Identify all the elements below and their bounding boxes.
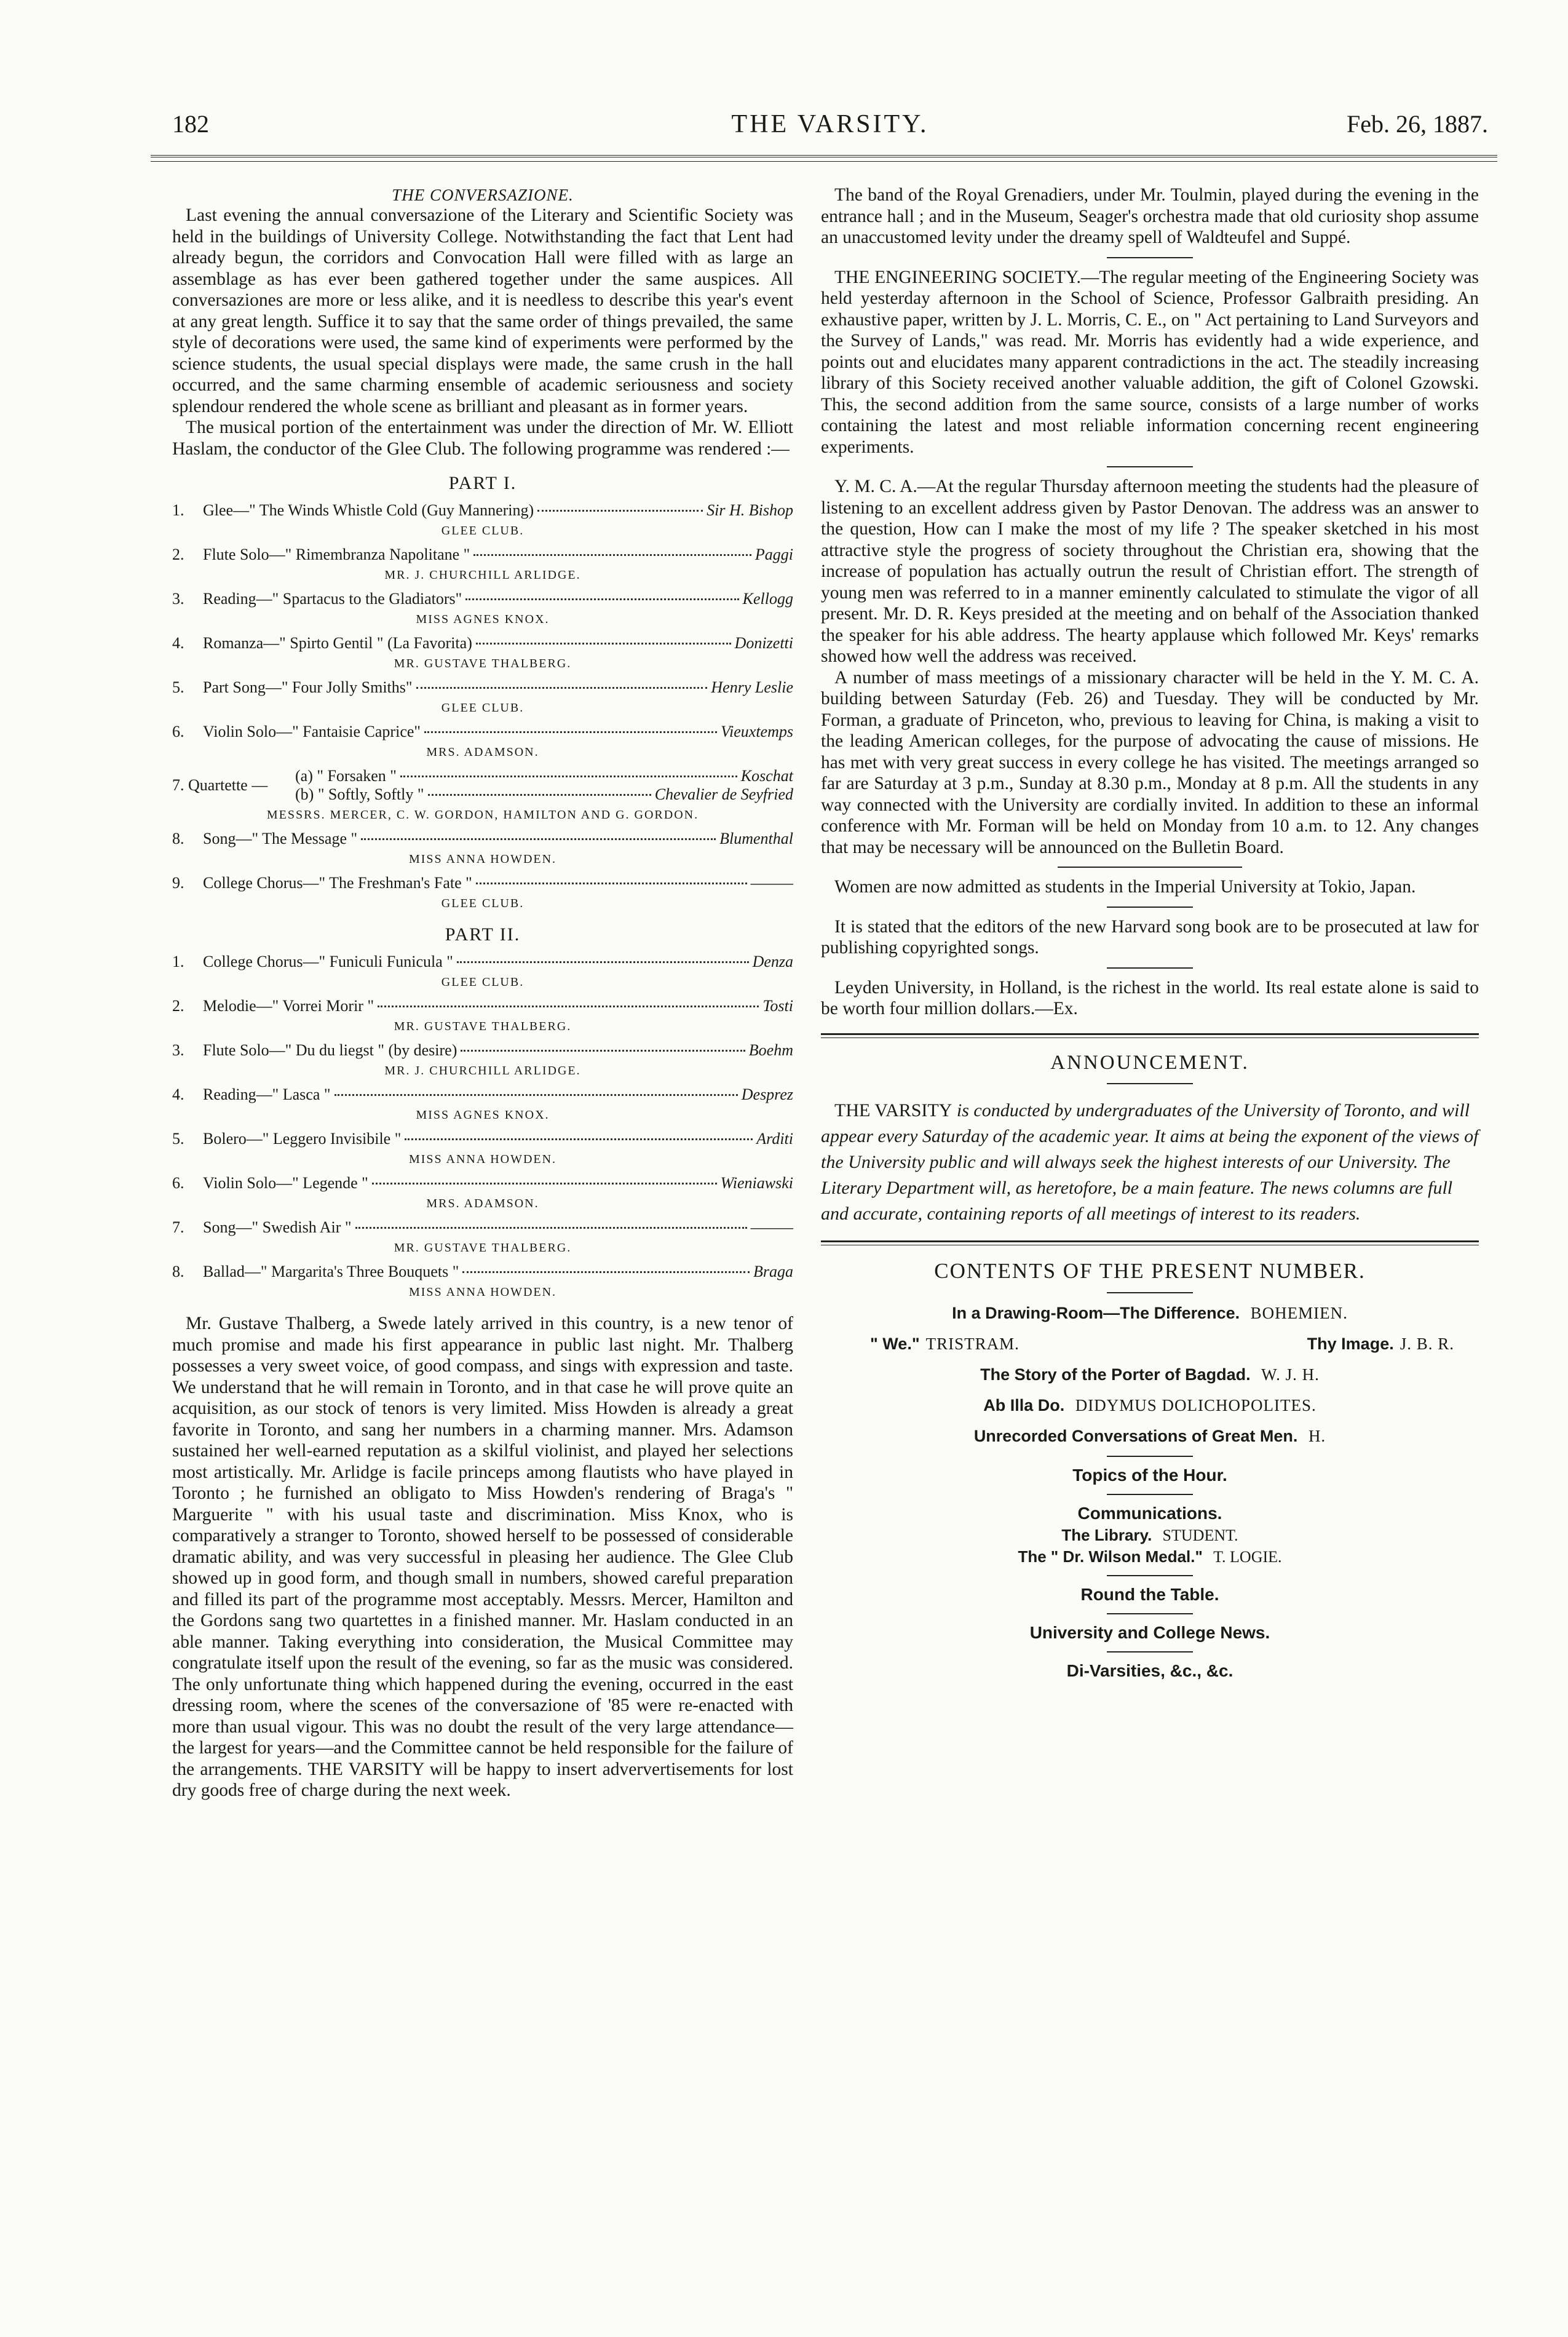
contents-entry: [821, 1425, 1479, 1447]
programme-item-composer: Kellogg: [742, 590, 793, 608]
contents-entry-title: Thy Image.: [1307, 1334, 1394, 1353]
separator-rule: [1107, 967, 1193, 969]
leader-dots: [428, 794, 651, 796]
programme-item: [172, 830, 793, 848]
programme-item: [172, 997, 793, 1015]
quartet-label-text: Quartette —: [188, 776, 268, 794]
programme-item-composer: Denza: [752, 953, 793, 970]
separator-rule: [1058, 867, 1242, 868]
contents-entry: [821, 1526, 1479, 1545]
programme-item-number: 7.: [172, 1218, 184, 1236]
leader-dots: [355, 1227, 747, 1229]
quartet-label: [172, 767, 295, 804]
contents-round-table: Round the Table.: [1080, 1584, 1219, 1604]
programme-item-performer: MRS. ADAMSON.: [426, 745, 539, 759]
quartet-b-title: (b) " Softly, Softly ": [295, 785, 424, 803]
programme-item-performer: MISS AGNES KNOX.: [416, 613, 550, 626]
part-1b-list: [172, 830, 793, 911]
quartet-line-b: [295, 785, 793, 804]
announcement-text: [821, 1098, 1479, 1227]
programme-item-number: 2.: [172, 997, 184, 1015]
programme-item: [172, 546, 793, 564]
leader-dots: [400, 776, 737, 777]
programme-item-title: Melodie—" Vorrei Morir ": [203, 997, 374, 1015]
leader-dots: [462, 1271, 750, 1273]
separator-rule: [1107, 1575, 1193, 1576]
contents-entry: [821, 1547, 1479, 1566]
ymca-paragraph-1: Y. M. C. A.—At the regular Thursday afternoon meeting the students had the pleasure of listening to an excellent address given by Pastor Denovan. The address was an answer to the question, How can I make the most of my life ? The speaker sketched in his most attractive style the progress of society throughout the Christian era, showing that the increase of population has actually outrun the result of Christian effort. The strength of young men was referred to in a manner eminently calculated to stimulate the vigor of all present. Mr. D. R. Keys presided at the meeting and on behalf of the Association thanked the speaker for his able address. The hearty applause which followed Mr. Keys' remarks showed how well the address was received.: [821, 477, 1479, 666]
left-column: [172, 184, 793, 1801]
programme-item-composer: Vieuxtemps: [721, 723, 793, 740]
leader-dots: [416, 687, 708, 689]
programme-item-performer: MISS AGNES KNOX.: [416, 1108, 550, 1122]
leader-dots: [424, 731, 717, 733]
announcement-title: ANNOUNCEMENT.: [1050, 1051, 1249, 1074]
programme-item: [172, 1174, 793, 1192]
contents-entry-title: Unrecorded Conversations of Great Men.: [973, 1426, 1298, 1445]
quartet-a-title: (a) " Forsaken ": [295, 767, 397, 785]
leader-dots: [476, 643, 731, 645]
programme-item: [172, 953, 793, 971]
quartet-line-a: [295, 767, 793, 785]
contents-news: University and College News.: [1029, 1622, 1270, 1642]
programme-item-number: 6.: [172, 723, 184, 740]
contents-entry-author: STUDENT.: [1162, 1526, 1238, 1544]
programme-item-number: 8.: [172, 830, 184, 847]
separator-rule: [1107, 466, 1193, 467]
programme-item-number: 5.: [172, 1130, 184, 1148]
programme-item-number: 3.: [172, 590, 184, 608]
conversazione-para-2: The musical portion of the entertainment was under the direction of Mr. W. Elliott Haslam, the conductor of the Glee Club. The following programme was rendered :—: [172, 418, 793, 459]
programme-item-title: Bolero—" Leggero Invisibile ": [203, 1130, 402, 1148]
programme-item-performer: GLEE CLUB.: [441, 897, 525, 910]
contents-entry-author: H.: [1308, 1426, 1326, 1445]
header-rule: [151, 155, 1497, 162]
programme-item-title: Part Song—" Four Jolly Smiths": [203, 678, 413, 696]
programme-item-title: Glee—" The Winds Whistle Cold (Guy Mannering): [203, 501, 534, 519]
ymca-paragraph-2: A number of mass meetings of a missionary character will be held in the Y. M. C. A. building between Saturday (Feb. 26) and Tuesday. They will be conducted by Mr. Forman, a graduate of Princeton, who, previous to leaving for China, is making a visit to the leading American colleges, for the purpose of advocating the cause of missions. He has met with very great success in every college he has visited. The meetings arranged so far are Saturday at 3 p.m., Sunday at 8.30 p.m., Monday at 8 p.m. All the students in any way connected with the University are cordially invited. In addition to these an informal conference with Mr. Forman will be held on Monday from 10 a.m. to 12. Any changes that may be necessary will be announced on the Bulletin Board.: [821, 667, 1479, 857]
programme-item-title: Flute Solo—" Rimembranza Napolitane ": [203, 546, 470, 563]
contents-entry-title: " We.": [870, 1334, 920, 1353]
contents-divarsities: Di-Varsities, &c., &c.: [1066, 1660, 1233, 1680]
contents-entry: [821, 1394, 1479, 1416]
programme-item-title: Violin Solo—" Fantaisie Caprice": [203, 723, 421, 740]
programme-item-number: 4.: [172, 634, 184, 652]
right-column: [821, 184, 1479, 1681]
programme-item-title: Ballad—" Margarita's Three Bouquets ": [203, 1263, 459, 1280]
programme-item-title: Flute Solo—" Du du liegst " (by desire): [203, 1041, 457, 1059]
contents-entry-title: In a Drawing-Room—The Difference.: [952, 1303, 1240, 1322]
programme-item-number: 9.: [172, 874, 184, 892]
leyden-paragraph: Leyden University, in Holland, is the richest in the world. Its real estate alone is said to be worth four million dollars.—Ex.: [821, 977, 1479, 1018]
programme-item-title: Violin Solo—" Legende ": [203, 1174, 368, 1192]
programme-item-composer: Blumenthal: [719, 830, 793, 847]
quartet-num: 7.: [172, 776, 184, 794]
contents-topics: Topics of the Hour.: [1072, 1465, 1227, 1485]
separator-rule: [1107, 907, 1193, 908]
leader-dots: [378, 1006, 759, 1007]
separator-rule: [1107, 1494, 1193, 1495]
leader-dots: [537, 510, 703, 512]
programme-item-composer: Paggi: [754, 546, 793, 563]
contents-entry-author: J. B. R.: [1400, 1334, 1454, 1353]
programme-item-performer: GLEE CLUB.: [441, 524, 525, 538]
leader-dots: [335, 1094, 738, 1096]
leader-dots: [476, 883, 747, 884]
announcement-lead: THE VARSITY: [834, 1100, 952, 1121]
programme-item: [172, 501, 793, 520]
programme-item-performer: MR. J. CHURCHILL ARLIDGE.: [384, 568, 581, 582]
programme-item-composer: Tosti: [762, 997, 793, 1015]
quartet-a-composer: Koschat: [740, 767, 793, 785]
programme-item-composer: Sir H. Bishop: [707, 501, 793, 519]
programme-item-performer: MR. J. CHURCHILL ARLIDGE.: [384, 1064, 581, 1077]
programme-item: [172, 723, 793, 741]
leader-dots: [473, 554, 751, 556]
contents-entry-title: The " Dr. Wilson Medal.": [1018, 1547, 1203, 1566]
programme-item-composer: ———: [750, 1218, 793, 1236]
separator-rule: [1107, 1613, 1193, 1614]
programme-item-composer: Donizetti: [734, 634, 793, 652]
contents-entry-title: The Library.: [1061, 1525, 1152, 1544]
programme-item-number: 3.: [172, 1041, 184, 1059]
contents-communications: Communications.: [1077, 1503, 1222, 1523]
engineering-lead: THE ENGINEERING SOCIETY.: [834, 267, 1081, 287]
separator-rule: [1107, 1083, 1193, 1084]
programme-item-title: College Chorus—" The Freshman's Fate ": [203, 874, 472, 892]
section-double-rule: [821, 1240, 1479, 1245]
programme-item-composer: Desprez: [741, 1085, 793, 1103]
harvard-paragraph: It is stated that the editors of the new Harvard song book are to be prosecuted at law for publishing copyrighted songs.: [821, 916, 1479, 958]
programme-item-title: College Chorus—" Funiculi Funicula ": [203, 953, 453, 970]
programme-item: [172, 634, 793, 653]
separator-rule: [1107, 1651, 1193, 1653]
contents-entry-author: TRISTRAM.: [925, 1334, 1020, 1353]
programme-item: [172, 590, 793, 608]
page-header: [172, 109, 1488, 146]
section-double-rule: [821, 1033, 1479, 1038]
part-2-list: [172, 953, 793, 1299]
programme-item-composer: Boehm: [748, 1041, 793, 1059]
contents-entry-author: DIDYMUS DOLICHOPOLITES.: [1075, 1395, 1317, 1414]
engineering-paragraph: [821, 267, 1479, 458]
programme-item-title: Romanza—" Spirto Gentil " (La Favorita): [203, 634, 472, 652]
programme-item: [172, 678, 793, 697]
programme-item-number: 8.: [172, 1263, 184, 1280]
contents-entry-author: W. J. H.: [1261, 1365, 1320, 1384]
programme-item: [172, 1263, 793, 1281]
programme-item: [172, 874, 793, 892]
quartet-item: [172, 767, 793, 804]
programme-item-title: Reading—" Spartacus to the Gladiators": [203, 590, 462, 608]
engineering-text: —The regular meeting of the Engineering Society was held yesterday afternoon in the School of Science, Professor Galbraith presiding. An exhaustive paper, written by J. L. Morris, C. E., on " Act pertaining to Land Surveyors and the Survey of Lands," was read. Mr. Morris has evidently had a wide experience, and points out and elucidates many apparent contradictions in the act. The steadily increasing library of this Society received another valuable addition, the gift of Colonel Gzowski. This, the second addition from the same source, consists of a large number of works containing the latest and most reliable information concerning recent engineering experiments.: [821, 267, 1479, 457]
programme-item-number: 1.: [172, 953, 184, 970]
contents-entry: [821, 1333, 1479, 1355]
part-1-list: [172, 501, 793, 760]
programme-item-performer: MR. GUSTAVE THALBERG.: [394, 1241, 572, 1255]
contents-entry-title: The Story of the Porter of Bagdad.: [980, 1365, 1251, 1384]
leader-dots: [461, 1050, 745, 1052]
programme-item: [172, 1041, 793, 1060]
separator-rule: [1107, 1456, 1193, 1457]
leader-dots: [405, 1138, 753, 1140]
contents-entry-title: Ab Illa Do.: [983, 1395, 1065, 1414]
women-paragraph: Women are now admitted as students in the Imperial University at Tokio, Japan.: [834, 877, 1416, 897]
journal-title: THE VARSITY.: [731, 110, 929, 138]
programme-item-composer: Braga: [753, 1263, 793, 1280]
programme-item-performer: GLEE CLUB.: [441, 975, 525, 989]
contents-entry-author: BOHEMIEN.: [1250, 1303, 1348, 1322]
issue-date: Feb. 26, 1887.: [1347, 110, 1488, 138]
contents-entry: [821, 1363, 1479, 1386]
leader-dots: [465, 598, 738, 600]
programme-item-number: 6.: [172, 1174, 184, 1192]
quartet-performer: MESSRS. MERCER, C. W. GORDON, HAMILTON AND G. GORDON.: [266, 808, 699, 822]
leader-dots: [361, 838, 716, 840]
programme-item-title: Song—" Swedish Air ": [203, 1218, 352, 1236]
programme-item-composer: Wieniawski: [720, 1174, 793, 1192]
quartet-b-composer: Chevalier de Seyfried: [654, 785, 793, 803]
announcement-body: is conducted by undergraduates of the University of Toronto, and will appear every Saturday of the academic year. It aims at being the exponent of the views of the University public and will always seek the highest interests of our University. The Literary Department will, as heretofore, be a main feature. The news columns are full and accurate, containing reports of all meetings of interest to its readers.: [821, 1100, 1479, 1224]
separator-rule: [1107, 1292, 1193, 1293]
programme-item-number: 4.: [172, 1085, 184, 1103]
programme-item: [172, 1130, 793, 1148]
separator-rule: [1107, 257, 1193, 258]
programme-item-number: 1.: [172, 501, 184, 519]
page-number: 182: [172, 110, 209, 138]
contents-title: CONTENTS OF THE PRESENT NUMBER.: [934, 1258, 1366, 1283]
contents-entry-author: T. LOGIE.: [1213, 1547, 1282, 1566]
programme-item-performer: GLEE CLUB.: [441, 701, 525, 715]
conversazione-title: THE CONVERSAZIONE.: [392, 186, 574, 204]
programme-item-composer: ———: [750, 874, 793, 892]
programme-item-performer: MR. GUSTAVE THALBERG.: [394, 1020, 572, 1033]
programme-item-title: Song—" The Message ": [203, 830, 358, 847]
programme-item: [172, 1218, 793, 1237]
programme-item-performer: MISS ANNA HOWDEN.: [408, 852, 557, 866]
programme-item-performer: MR. GUSTAVE THALBERG.: [394, 657, 572, 670]
leader-dots: [372, 1183, 717, 1184]
programme-item: [172, 1085, 793, 1104]
programme-item-performer: MISS ANNA HOWDEN.: [408, 1153, 557, 1166]
programme-item-number: 2.: [172, 546, 184, 563]
review-paragraph: Mr. Gustave Thalberg, a Swede lately arrived in this country, is a new tenor of much promise and made his first appearance in public last night. Mr. Thalberg possesses a very sweet voice, of good compass, and sings with expression and taste. We understand that he will remain in Toronto, and in that case he will prove quite an acquisition, as our stock of tenors is very limited. Miss Howden is already a great favorite in Toronto, and sang her numbers in a charming manner. Mrs. Adamson sustained her well-earned reputation as a skilful violinist, and played her selections most artistically. Mr. Arlidge is facile princeps among flautists who have played in Toronto ; he furnished an obligato to Miss Howden's rendering of Braga's " Marguerite " with his usual taste and discrimination. Miss Knox, who is comparatively a stranger to Toronto, showed herself to be possessed of considerable dramatic ability, and was very successful in pleasing her audience. The Glee Club showed up in good form, and though small in numbers, showed careful preparation and filled its part of the programme most acceptably. Messrs. Mercer, Hamilton and the Gordons sang two quartettes in a finished manner. Mr. Haslam conducted in an able manner. Taking everything into consideration, the Musical Committee may congratulate itself upon the result of the evening, so far as the music was considered. The only unfortunate thing which happened during the evening, occurred in the east dressing room, where the scenes of the conversazione of '85 were re-enacted with more than usual vigour. This was no doubt the result of the very large attendance—the largest for years—and the Committee cannot be held responsible for the failure of the arrangements. THE VARSITY will be happy to insert adververtisements for lost dry goods free of charge during the next week.: [172, 1314, 793, 1800]
part-1-title: PART I.: [448, 473, 517, 493]
programme-item-composer: Henry Leslie: [711, 678, 793, 696]
part-2-title: PART II.: [445, 924, 521, 945]
programme-item-number: 5.: [172, 678, 184, 696]
programme-item-performer: MISS ANNA HOWDEN.: [408, 1285, 557, 1299]
contents-entry: [821, 1302, 1479, 1324]
leader-dots: [457, 961, 749, 963]
programme-item-title: Reading—" Lasca ": [203, 1085, 331, 1103]
band-paragraph: The band of the Royal Grenadiers, under Mr. Toulmin, played during the evening in the entrance hall ; and in the Museum, Seager's orchestra made that old curiosity shop assume an unaccustomed levity under the dreamy spell of Waldteufel and Suppé.: [821, 185, 1479, 247]
programme-item-composer: Arditi: [756, 1130, 793, 1148]
conversazione-para-1: Last evening the annual conversazione of the Literary and Scientific Society was held in the buildings of University College. Notwithstanding the fact that Lent had already begun, the corridors and Convocation Hall were filled with as large an assemblage as has ever been gathered together under the same auspices. All conversaziones are more or less alike, and it is needless to describe this year's event at any great length. Suffice it to say that the same order of things prevailed, the same style of decorations were used, the same kind of experiments were performed by the science students, the usual special displays were made, the same crush in the hall occurred, and the same charming ensemble of academic seriousness and society splendour rendered the whole scene as brilliant and pleasant as in former years.: [172, 205, 793, 416]
programme-item-performer: MRS. ADAMSON.: [426, 1197, 539, 1210]
